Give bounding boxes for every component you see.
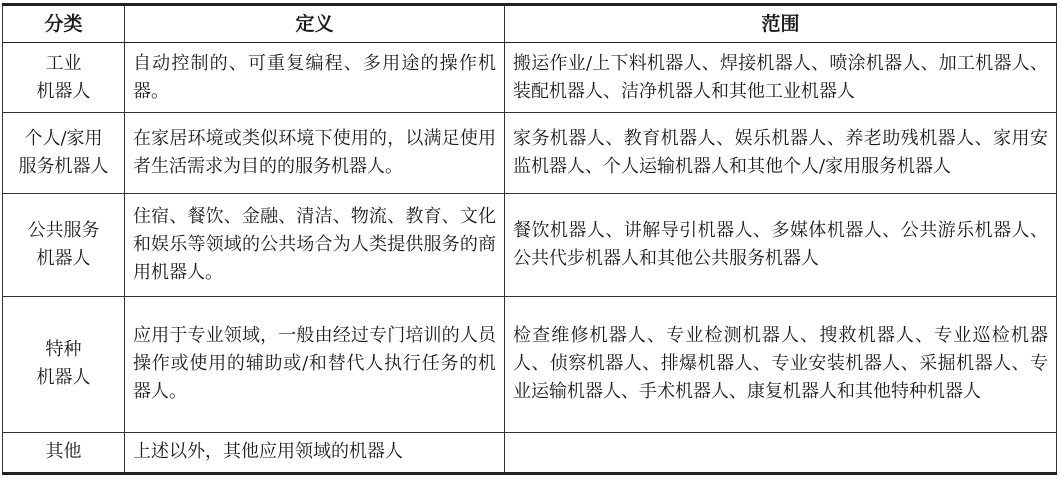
category-cell [3, 193, 125, 296]
table-row-other [3, 432, 1057, 473]
category-label-line: 机器人 [36, 80, 91, 102]
table-row-special [3, 296, 1057, 432]
category-cell [3, 43, 125, 113]
definition-cell: 自动控制的、可重复编程、多用途的操作机器。 [125, 43, 505, 113]
category-cell [3, 432, 125, 473]
header-scope: 范围 [505, 5, 1057, 43]
category-label-line: 特种 [45, 339, 82, 361]
robot-classification-table [2, 3, 1057, 475]
category-label-line: 个人/家用 [24, 127, 103, 149]
category-label-line: 机器人 [36, 247, 91, 269]
header-category: 分类 [3, 5, 125, 43]
category-cell [3, 113, 125, 193]
category-label-line: 公共服务 [27, 219, 100, 241]
definition-cell: 在家居环境或类似环境下使用的，以满足使用者生活需求为目的的服务机器人。 [125, 113, 505, 193]
scope-cell: 检查维修机器人、专业检测机器人、搜救机器人、专业巡检机器人、侦察机器人、排爆机器人、专业安装机器人、采掘机器人、专业运输机器人、手术机器人、康复机器人和其他特种机器人 [505, 296, 1057, 432]
table-row-personal-household [3, 113, 1057, 193]
category-label-line: 机器人 [36, 367, 91, 389]
category-label-line: 服务机器人 [18, 155, 109, 177]
definition-cell: 应用于专业领域，一般由经过专门培训的人员操作或使用的辅助或/和替代人执行任务的机器人。 [125, 296, 505, 432]
category-label-line: 工业 [45, 52, 82, 74]
definition-cell: 上述以外，其他应用领域的机器人 [125, 432, 505, 473]
header-row [3, 5, 1057, 43]
scope-cell [505, 432, 1057, 473]
scope-cell: 搬运作业/上下料机器人、焊接机器人、喷涂机器人、加工机器人、装配机器人、洁净机器人和其他工业机器人 [505, 43, 1057, 113]
table-row-industrial [3, 43, 1057, 113]
table-row-public-service [3, 193, 1057, 296]
category-cell [3, 296, 125, 432]
scope-cell: 餐饮机器人、讲解导引机器人、多媒体机器人、公共游乐机器人、公共代步机器人和其他公共服务机器人 [505, 193, 1057, 296]
header-definition: 定义 [125, 5, 505, 43]
definition-cell: 住宿、餐饮、金融、清洁、物流、教育、文化和娱乐等领域的公共场合为人类提供服务的商用机器人。 [125, 193, 505, 296]
scope-cell: 家务机器人、教育机器人、娱乐机器人、养老助残机器人、家用安监机器人、个人运输机器人和其他个人/家用服务机器人 [505, 113, 1057, 193]
category-label-line: 其他 [45, 441, 82, 463]
